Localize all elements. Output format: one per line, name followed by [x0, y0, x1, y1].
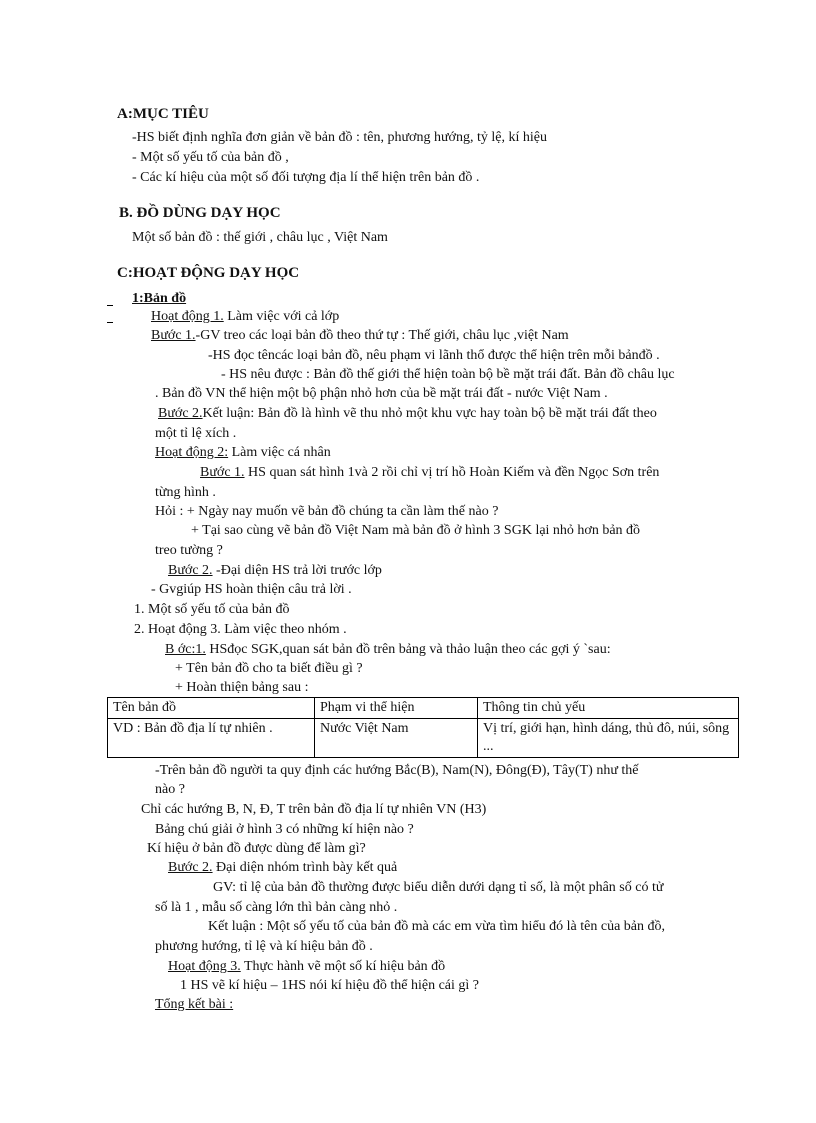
activity-1-label: Hoạt động 1.	[151, 309, 224, 324]
step-2-cont: một tỉ lệ xích .	[155, 426, 237, 441]
question-2-cont: treo tường ?	[155, 543, 223, 558]
conclusion-line-1: Kết luận : Một số yếu tố của bản đồ mà các em vừa tìm hiểu đó là tên của bản đồ,	[208, 919, 666, 934]
activity-1-line	[151, 308, 339, 326]
dash-marker	[107, 322, 113, 323]
header-map-name: Tên bản đồ	[108, 698, 315, 719]
gv-line-1: GV: tỉ lệ của bản đồ thường được biểu diễn dưới dạng tỉ số, là một phân số có tử	[213, 880, 664, 895]
table-header-row	[108, 698, 739, 719]
table-row	[108, 719, 739, 758]
question-1: Hỏi : + Ngày nay muốn vẽ bản đồ chúng ta cần làm thế nào ?	[155, 504, 499, 519]
activity-2-label: Hoạt động 2:	[155, 445, 229, 460]
section-c-title: C:HOẠT ĐỘNG DẠY HỌC	[117, 265, 300, 281]
step-2-line	[158, 405, 657, 423]
activity-3-line	[168, 958, 445, 976]
activity-3-text: Thực hành vẽ một số kí hiệu bản đồ	[240, 959, 446, 974]
cell-map-name: VD : Bản đồ địa lí tự nhiên .	[108, 719, 315, 758]
header-main-info: Thông tin chủ yếu	[478, 698, 739, 719]
symbol-question: Kí hiệu ở bản đồ được dùng để làm gì?	[147, 841, 366, 856]
question-2: + Tại sao cùng vẽ bản đồ Việt Nam mà bản đồ ở hình 3 SGK lại nhỏ hơn bản đồ	[191, 523, 641, 538]
step-1-label: Bước 1.	[151, 328, 196, 343]
section-a-title: A:MỤC TIÊU	[117, 106, 209, 122]
activity-3-label: Hoạt động 3.	[168, 959, 241, 974]
numbered-item-1: 1. Một số yếu tố của bản đồ	[134, 602, 290, 617]
a2-step-2-text: -Đại diện HS trả lời trước lớp	[212, 563, 382, 578]
plus-item-2: + Hoàn thiện bảng sau :	[175, 680, 309, 695]
a2-step-2-line	[168, 562, 382, 580]
gv-help: - Gvgiúp HS hoàn thiện câu trả lời .	[151, 582, 352, 597]
objective-3: - Các kí hiệu của một số đối tượng địa lí thể hiện trên bản đồ .	[132, 170, 480, 185]
plus-item-1: + Tên bản đồ cho ta biết điều gì ?	[175, 661, 363, 676]
after-step-2-line	[168, 859, 397, 877]
header-scope: Phạm vi thể hiện	[315, 698, 478, 719]
legend-question: Bảng chú giải ở hình 3 có những kí hiện nào ?	[155, 822, 414, 837]
cell-scope: Nước Việt Nam	[315, 719, 478, 758]
a2-step-2-label: Bước 2.	[168, 563, 213, 578]
conclusion-line-2: phương hướng, tỉ lệ và kí hiệu bản đồ .	[155, 939, 373, 954]
section-b-title: B. ĐỒ DÙNG DẠY HỌC	[119, 205, 281, 221]
point-directions: Chỉ các hướng B, N, Đ, T trên bản đồ địa lí tự nhiên VN (H3)	[141, 802, 487, 817]
summary-heading: Tổng kết bài :	[155, 997, 234, 1012]
materials-text: Một số bản đồ : thế giới , châu lục , Việt Nam	[132, 230, 388, 245]
numbered-item-2: 2. Hoạt động 3. Làm việc theo nhóm .	[134, 622, 347, 637]
after-step-2-text: Đại diện nhóm trình bày kết quả	[212, 860, 398, 875]
dash-marker	[107, 305, 113, 306]
activity-2-line	[155, 444, 331, 462]
hs-line-2: - HS nêu được : Bản đồ thế giới thể hiện toàn bộ bề mặt trái đất. Bản đồ châu lục	[221, 367, 675, 382]
hs-line-3: . Bản đồ VN thể hiện một bộ phận nhỏ hơn của bề mặt trái đất - nước Việt Nam .	[155, 386, 608, 401]
a2-step-1-label: Bước 1.	[200, 465, 245, 480]
a3-step-1-label: B ớc:1.	[165, 642, 206, 657]
a3-step-1-text: HSđọc SGK,quan sát bản đồ trên bảng và thảo luận theo các gợi ý `sau:	[205, 642, 611, 657]
activity-2-text: Làm việc cá nhân	[228, 445, 331, 460]
map-info-table	[107, 697, 739, 758]
part-1-title: 1:Bản đồ	[132, 291, 187, 306]
activity-1-text: Làm việc với cả lớp	[223, 309, 340, 324]
cell-main-info: Vị trí, giới hạn, hình dáng, thủ đô, núi, sông ...	[478, 719, 739, 758]
a3-step-1-line	[165, 641, 611, 659]
gv-line-2: số là 1 , mẫu số càng lớn thì bản càng nhỏ .	[155, 900, 398, 915]
hs-line-1: -HS đọc têncác loại bản đồ, nêu phạm vi lãnh thổ được thể hiện trên mỗi bảnđồ .	[208, 348, 660, 363]
objective-1: -HS biết định nghĩa đơn giản về bản đồ : tên, phương hướng, tỷ lệ, kí hiệu	[132, 130, 547, 145]
directions-line-2: nào ?	[155, 782, 185, 797]
after-step-2-label: Bước 2.	[168, 860, 213, 875]
practice-line: 1 HS vẽ kí hiệu – 1HS nói kí hiệu đồ thể hiện cái gì ?	[180, 978, 480, 993]
directions-line-1: -Trên bản đồ người ta quy định các hướng Bắc(B), Nam(N), Đông(Đ), Tây(T) như thế	[155, 763, 639, 778]
step-2-text: Kết luận: Bản đồ là hình vẽ thu nhỏ một khu vực hay toàn bộ bề mặt trái đất theo	[202, 406, 657, 421]
a2-step-1-cont: từng hình .	[155, 485, 216, 500]
objective-2: - Một số yếu tố của bản đồ ,	[132, 150, 289, 165]
step-1-text: -GV treo các loại bản đồ theo thứ tự : Thế giới, châu lục ,việt Nam	[195, 328, 569, 343]
a2-step-1-text: HS quan sát hình 1và 2 rồi chỉ vị trí hồ Hoàn Kiếm và đền Ngọc Sơn trên	[244, 465, 660, 480]
a2-step-1-line	[200, 464, 659, 482]
step-2-label: Bước 2.	[158, 406, 203, 421]
step-1-line	[151, 327, 569, 345]
